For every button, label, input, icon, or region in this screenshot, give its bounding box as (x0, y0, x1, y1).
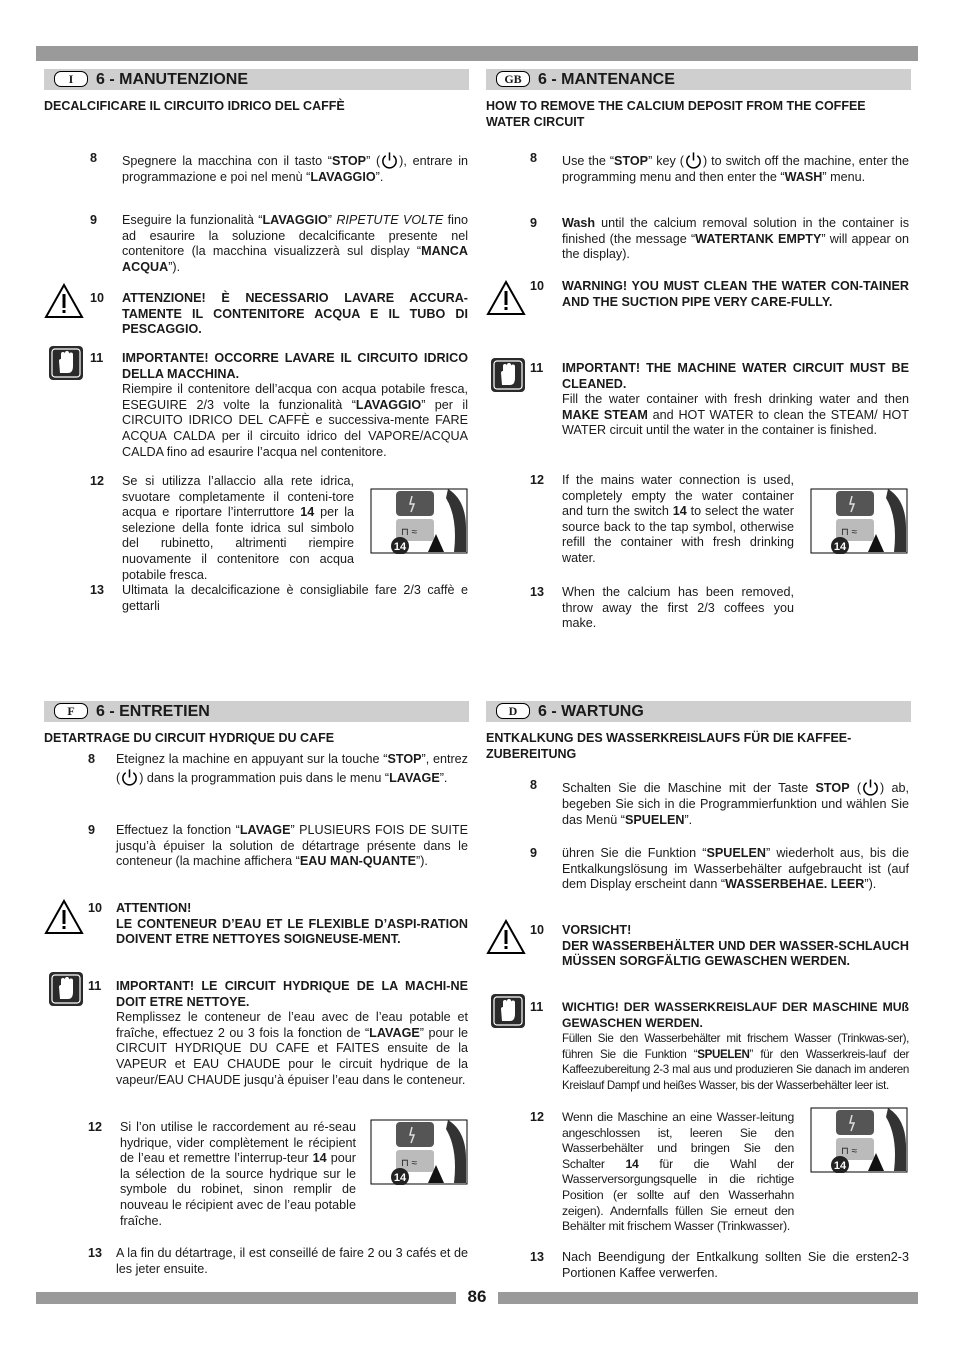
svg-text:⊓ ≈: ⊓ ≈ (841, 527, 858, 538)
svg-text:14: 14 (833, 541, 847, 553)
hand-stop-icon (490, 993, 526, 1029)
section-subtitle: HOW TO REMOVE THE CALCIUM DEPOSIT FROM THE COFFEE WATER CIRCUIT (486, 99, 866, 129)
section-english: GB 6 - MANTENANCE HOW TO REMOVE THE CALCIUM DEPOSIT FROM THE COFFEE WATER CIRCUIT 8 Use the “STOP” key ( ) to switch off the machine, enter the programming menu and then enter the “WASH” menu. 9 Wash until the calcium removal solution in the container is finished (the message “WATERTANK EMPTY” will appear on the display). 10 WARNING! YOU MUST CLEAN THE WATER CON-TAINER AND THE SUCTION PIPE VERY CARE-FULLY. 11 IMPORTANT! THE MACHINE WATER CIRCUIT MUST BE CLEANED. Fill the water container with fresh drinking water and then MAKE STEAM and HOT WATER to clean the STEAM/ HOT WATER circuit until the water in the container is finished. 12 If the mains water connection is used, completely empty the water container and turn the switch 14 to select the water source back to the tap symbol, otherwise refill the container with fresh drinking water. ⊓ ≈ 14 13 When the calcium has been removed, throw away the first 2/3 coffees you make. (486, 71, 909, 631)
section-italian: I 6 - MANUTENZIONE DECALCIFICARE IL CIRCUITO IDRICO DEL CAFFÈ 8 Spegnere la macchina con il tasto “STOP” ( ), entrare in programmazione e poi nel menù “LAVAGGIO”. 9 Eseguire la funzionalità “LAVAGGIO” RIPETUTE VOLTE fino ad esaurire la soluzione decalcificante presente nel contenitore (la macchina visualizzerà sul display “MANCA ACQUA”). 10 ATTENZIONE! È NECESSARIO LAVARE ACCURA-TAMENTE IL CONTENITORE ACQUA E IL TUBO DI PESCAGGIO. 11 IMPORTANTE! OCCORRE LAVARE IL CIRCUITO IDRICO DELLA MACCHINA. Riempire il contenitore dell’acqua con acqua potabile fresca, ESEGUIRE 2/3 volte la funzionalità “LAVAGGIO” per il CIRCUITO IDRICO DEL CAFFÈ e successiva-mente FARE ACQUA CALDA per il circuito idrico del VAPORE/ACQUA CALDA fino ad esaurire l’acqua nel contenitore. 12 Se si utilizza l’allaccio alla rete idrica, svuotare completamente il conteni-tore acqua e riportare l’interruttore 14 per la selezione della fonte idrica sul simbolo del rubinetto, altrimenti riempire nuovamente il contenitore con acqua potabile fresca. ⊓ ≈ 14 13 Ultimata la decalcificazione è consigliabile fare 2/3 caffè e gettarli (44, 71, 468, 613)
section-title: 6 - MANUTENZIONE (96, 71, 248, 88)
bottom-divider-bar-left (36, 1292, 456, 1304)
step-number: 8 (90, 151, 98, 165)
svg-text:⊓ ≈: ⊓ ≈ (401, 1158, 418, 1169)
power-icon (861, 778, 880, 797)
water-source-switch-diagram (810, 1107, 908, 1173)
power-icon (120, 768, 139, 787)
power-icon (380, 151, 399, 170)
warning-icon (44, 283, 84, 319)
svg-text:⊓ ≈: ⊓ ≈ (401, 527, 418, 538)
hand-stop-icon (490, 357, 526, 393)
warning-icon (486, 919, 526, 955)
water-source-switch-diagram (370, 488, 468, 554)
section-subtitle: DETARTRAGE DU CIRCUIT HYDRIQUE DU CAFE (44, 731, 335, 745)
svg-text:14: 14 (833, 1160, 847, 1172)
power-icon (684, 151, 703, 170)
svg-text:⊓ ≈: ⊓ ≈ (841, 1146, 858, 1157)
section-title: 6 - MANTENANCE (538, 71, 675, 88)
section-subtitle: DECALCIFICARE IL CIRCUITO IDRICO DEL CAFFÈ (44, 99, 345, 113)
section-subtitle: ENTKALKUNG DES WASSERKREISLAUFS FÜR DIE KAFFEE-ZUBEREITUNG (486, 731, 852, 761)
language-badge: D (496, 703, 530, 719)
section-title: 6 - WARTUNG (538, 703, 644, 720)
language-badge: I (54, 71, 88, 87)
warning-icon (44, 899, 84, 935)
step-text: Spegnere la macchina con il tasto “STOP” ( ), entrare in programmazione e poi nel menù “LAVAGGIO”. (122, 151, 468, 186)
svg-text:14: 14 (393, 541, 407, 553)
section-french: F 6 - ENTRETIEN DETARTRAGE DU CIRCUIT HYDRIQUE DU CAFE 8 Eteignez la machine en appuyant sur la touche “STOP”, entrez ( ) dans la programmation puis dans le menu “LAVAGE”. 9 Effectuez la fonction “LAVAGE” PLUSIEURS FOIS DE SUITE jusqu’à épuiser la solution de détartrage présente dans le conteneur (la machine affichera “EAU MAN-QUANTE”). 10 ATTENTION! LE CONTENEUR D’EAU ET LE FLEXIBLE D’ASPI-RATION DOIVENT ETRE NETTOYES SOIGNEUSE-MENT. 11 IMPORTANT! LE CIRCUIT HYDRIQUE DE LA MACHI-NE DOIT ETRE NETTOYE. Remplissez le conteneur de l’eau avec de l’eau potable et fraîche, effectuez 2 ou 3 fois la fonction de “LAVAGE” pour le CIRCUIT HYDRIQUE DU CAFE et FAITES ensuite de la VAPEUR et EAU CHAUDE pour le circuit hydrique de la vapeur/EAU CHAUDE jusqu’à épuiser l’eau dans le conteneur. 12 Si l’on utilise le raccordement au ré-seau hydrique, vider complètement le récipient de l’eau et remettre l’interrup-teur 14 pour la sélection de la source hydrique sur le symbole du robinet, sinon remplir de nouveau le récipient avec de l’eau potable fraîche. ⊓ ≈ 14 13 A la fin du détartrage, il est conseillé de faire 2 ou 3 cafés et de les jeter ensuite. (44, 703, 468, 1276)
section-header (44, 69, 469, 90)
svg-text:14: 14 (393, 1172, 407, 1184)
hand-stop-icon (48, 971, 84, 1007)
language-badge: GB (496, 71, 530, 87)
hand-stop-icon (48, 345, 84, 381)
section-german: D 6 - WARTUNG ENTKALKUNG DES WASSERKREISLAUFS FÜR DIE KAFFEE-ZUBEREITUNG 8 Schalten Sie die Maschine mit der Taste STOP ( ) ab, begeben Sie sich in die Programmierfunktion und wählen Sie das Menü “SPUELEN”. 9 ühren Sie die Funktion “SPUELEN” wiederholt aus, bis die Entkalkungslösung im Wasserbehälter aufgebraucht ist (auf dem Display erscheint dann “WASSERBEHAE. LEER”). 10 VORSICHT! DER WASSERBEHÄLTER UND DER WASSER-SCHLAUCH MÜSSEN SORGFÄLTIG GEWASCHEN WERDEN. 11 WICHTIG! DER WASSERKREISLAUF DER MASCHINE MUß GEWASCHEN WERDEN. Füllen Sie den Wasserbehälter mit frischem Wasser (Trinkwas-ser), führen Sie die Funktion “SPUELEN” für den Wasserkreis-lauf der Kaffeezubereitung 2-3 mal aus und produzieren Sie danach im anderen Kreislauf Dampf und heißes Wasser, bis der Wasserbehälter leer ist. 12 Wenn die Maschine an eine Wasser-leitung angeschlossen ist, leeren Sie den Wasserbehälter und bringen Sie den Schalter 14 für die Wahl der Wasserversorgungsquelle in die richtige Position (er sollte auf den Wasserhahn zeigen). Andernfalls füllen Sie erneut den Behälter mit frischem Wasser (Trinkwasser). ⊓ ≈ 14 13 Nach Beendigung der Entkalkung sollten Sie die ersten2-3 Portionen Kaffee verwerfen. (486, 703, 909, 1280)
water-source-switch-diagram (810, 488, 908, 554)
page-number: 86 (467, 1287, 487, 1306)
language-badge: F (54, 703, 88, 719)
bottom-divider-bar-right (498, 1292, 918, 1304)
top-divider-bar (36, 46, 918, 61)
section-title: 6 - ENTRETIEN (96, 703, 210, 720)
water-source-switch-diagram (370, 1119, 468, 1185)
warning-icon (486, 280, 526, 316)
